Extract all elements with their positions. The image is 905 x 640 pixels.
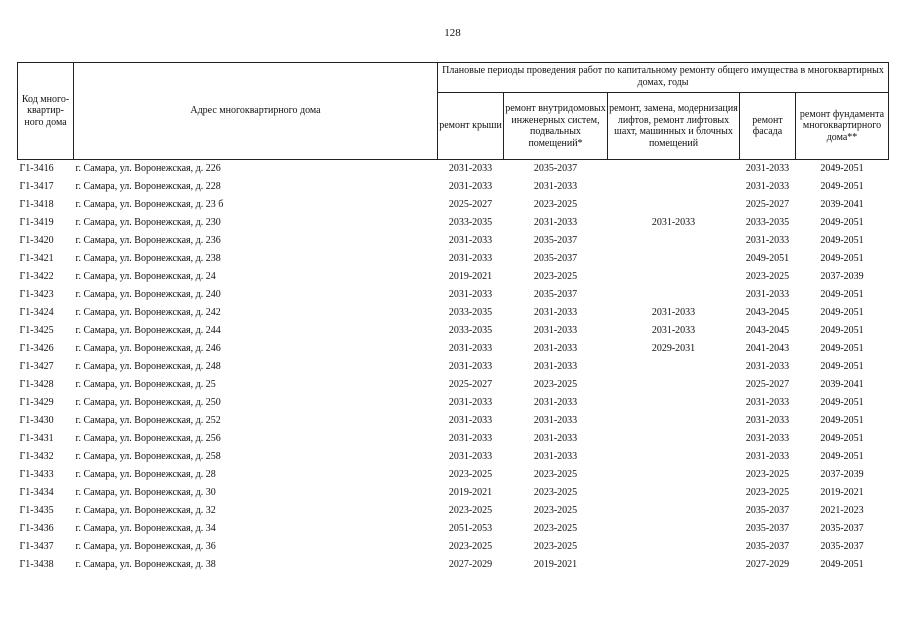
cell-roof: 2023-2025 — [448, 505, 493, 516]
cell-roof: 2033-2035 — [448, 307, 493, 318]
cell-foundation: 2049-2051 — [820, 451, 864, 462]
cell-facade: 2031-2033 — [745, 235, 790, 246]
cell-systems: 2023-2025 — [533, 487, 578, 498]
cell-elevators — [608, 502, 740, 520]
cell-address: г. Самара, ул. Воронежская, д. 25 — [75, 379, 216, 390]
cell-facade: 2023-2025 — [745, 271, 790, 282]
cell-address: г. Самара, ул. Воронежская, д. 38 — [75, 559, 216, 570]
cell-systems: 2035-2037 — [533, 253, 578, 264]
cell-address: г. Самара, ул. Воронежская, д. 32 — [75, 505, 216, 516]
cell-foundation: 2049-2051 — [820, 361, 864, 372]
cell-roof: 2031-2033 — [448, 181, 493, 192]
cell-elevators: 2031-2033 — [651, 325, 696, 336]
cell-systems: 2035-2037 — [533, 289, 578, 300]
cell-facade: 2043-2045 — [745, 325, 790, 336]
cell-systems: 2031-2033 — [533, 217, 578, 228]
cell-elevators — [608, 286, 740, 304]
cell-facade: 2025-2027 — [745, 199, 790, 210]
cell-systems: 2031-2033 — [533, 433, 578, 444]
cell-code: Г1-3427 — [19, 361, 54, 372]
cell-roof: 2027-2029 — [448, 559, 493, 570]
cell-code: Г1-3421 — [19, 253, 54, 264]
table-row — [18, 448, 889, 466]
cell-systems: 2031-2033 — [533, 451, 578, 462]
cell-systems: 2023-2025 — [533, 379, 578, 390]
cell-roof: 2031-2033 — [448, 235, 493, 246]
cell-elevators — [608, 178, 740, 196]
cell-systems: 2031-2033 — [533, 415, 578, 426]
header-systems: ремонт внутридомовых инженерных систем, подвальных помещений* — [504, 93, 608, 160]
table-row — [18, 340, 889, 358]
cell-foundation: 2049-2051 — [820, 289, 864, 300]
cell-foundation: 2035-2037 — [820, 541, 864, 552]
table-row — [18, 178, 889, 196]
cell-facade: 2031-2033 — [745, 415, 790, 426]
cell-roof: 2033-2035 — [448, 325, 493, 336]
cell-foundation: 2021-2023 — [820, 505, 864, 516]
cell-systems: 2031-2033 — [533, 325, 578, 336]
cell-systems: 2031-2033 — [533, 343, 578, 354]
cell-address: г. Самара, ул. Воронежская, д. 246 — [75, 343, 221, 354]
cell-facade: 2031-2033 — [745, 289, 790, 300]
cell-roof: 2031-2033 — [448, 289, 493, 300]
cell-roof: 2023-2025 — [448, 541, 493, 552]
cell-code: Г1-3424 — [19, 307, 54, 318]
table-row — [18, 538, 889, 556]
table-row — [18, 556, 889, 574]
cell-roof: 2019-2021 — [448, 487, 493, 498]
cell-code: Г1-3423 — [19, 289, 54, 300]
header-elevators: ремонт, замена, модернизация лифтов, ремонт лифтовых шахт, машинных и блочных помещений — [608, 93, 740, 160]
cell-foundation: 2039-2041 — [820, 379, 864, 390]
cell-code: Г1-3437 — [19, 541, 54, 552]
cell-facade: 2031-2033 — [745, 397, 790, 408]
cell-systems: 2019-2021 — [533, 559, 578, 570]
cell-facade: 2043-2045 — [745, 307, 790, 318]
cell-roof: 2031-2033 — [448, 163, 493, 174]
cell-foundation: 2035-2037 — [820, 523, 864, 534]
header-facade: ремонт фасада — [740, 93, 796, 160]
cell-elevators — [608, 232, 740, 250]
cell-code: Г1-3429 — [19, 397, 54, 408]
cell-address: г. Самара, ул. Воронежская, д. 23 б — [75, 199, 224, 210]
table-row — [18, 268, 889, 286]
table-row — [18, 160, 889, 179]
cell-systems: 2031-2033 — [533, 307, 578, 318]
cell-elevators — [608, 466, 740, 484]
cell-address: г. Самара, ул. Воронежская, д. 248 — [75, 361, 221, 372]
cell-code: Г1-3422 — [19, 271, 54, 282]
cell-code: Г1-3436 — [19, 523, 54, 534]
cell-facade: 2031-2033 — [745, 181, 790, 192]
cell-elevators — [608, 250, 740, 268]
cell-systems: 2023-2025 — [533, 271, 578, 282]
cell-address: г. Самара, ул. Воронежская, д. 256 — [75, 433, 221, 444]
cell-facade: 2031-2033 — [745, 163, 790, 174]
cell-code: Г1-3428 — [19, 379, 54, 390]
cell-systems: 2031-2033 — [533, 397, 578, 408]
cell-elevators — [608, 268, 740, 286]
capital-repair-table — [17, 62, 889, 574]
table-row — [18, 304, 889, 322]
cell-code: Г1-3433 — [19, 469, 54, 480]
cell-address: г. Самара, ул. Воронежская, д. 236 — [75, 235, 221, 246]
cell-code: Г1-3435 — [19, 505, 54, 516]
cell-code: Г1-3418 — [19, 199, 54, 210]
cell-elevators — [608, 520, 740, 538]
cell-foundation: 2049-2051 — [820, 235, 864, 246]
cell-foundation: 2037-2039 — [820, 271, 864, 282]
cell-elevators: 2031-2033 — [651, 307, 696, 318]
cell-roof: 2031-2033 — [448, 253, 493, 264]
cell-code: Г1-3438 — [19, 559, 54, 570]
cell-code: Г1-3420 — [19, 235, 54, 246]
cell-foundation: 2049-2051 — [820, 559, 864, 570]
cell-facade: 2035-2037 — [745, 505, 790, 516]
cell-address: г. Самара, ул. Воронежская, д. 228 — [75, 181, 221, 192]
cell-facade: 2035-2037 — [745, 523, 790, 534]
cell-systems: 2023-2025 — [533, 523, 578, 534]
cell-foundation: 2049-2051 — [820, 343, 864, 354]
cell-roof: 2023-2025 — [448, 469, 493, 480]
table-row — [18, 430, 889, 448]
cell-elevators — [608, 196, 740, 214]
cell-elevators: 2031-2033 — [651, 217, 696, 228]
cell-foundation: 2049-2051 — [820, 325, 864, 336]
cell-address: г. Самара, ул. Воронежская, д. 258 — [75, 451, 221, 462]
cell-elevators — [608, 412, 740, 430]
header-roof: ремонт крыши — [438, 93, 504, 160]
cell-facade: 2031-2033 — [745, 433, 790, 444]
cell-systems: 2031-2033 — [533, 361, 578, 372]
cell-address: г. Самара, ул. Воронежская, д. 30 — [75, 487, 216, 498]
cell-code: Г1-3434 — [19, 487, 54, 498]
cell-elevators — [608, 448, 740, 466]
table-row — [18, 322, 889, 340]
cell-roof: 2025-2027 — [448, 199, 493, 210]
cell-address: г. Самара, ул. Воронежская, д. 244 — [75, 325, 221, 336]
cell-code: Г1-3431 — [19, 433, 54, 444]
cell-elevators — [608, 556, 740, 574]
cell-foundation: 2037-2039 — [820, 469, 864, 480]
cell-facade: 2027-2029 — [745, 559, 790, 570]
cell-elevators — [608, 484, 740, 502]
cell-code: Г1-3432 — [19, 451, 54, 462]
cell-address: г. Самара, ул. Воронежская, д. 28 — [75, 469, 216, 480]
header-address: Адрес многоквартирного дома — [74, 63, 438, 160]
cell-foundation: 2039-2041 — [820, 199, 864, 210]
cell-systems: 2031-2033 — [533, 181, 578, 192]
cell-systems: 2023-2025 — [533, 469, 578, 480]
cell-roof: 2031-2033 — [448, 397, 493, 408]
cell-foundation: 2049-2051 — [820, 433, 864, 444]
cell-systems: 2023-2025 — [533, 541, 578, 552]
table-row — [18, 358, 889, 376]
cell-foundation: 2049-2051 — [820, 181, 864, 192]
cell-foundation: 2049-2051 — [820, 217, 864, 228]
cell-facade: 2023-2025 — [745, 487, 790, 498]
cell-foundation: 2049-2051 — [820, 397, 864, 408]
cell-systems: 2035-2037 — [533, 163, 578, 174]
table-body — [18, 160, 889, 575]
cell-elevators — [608, 430, 740, 448]
table-row — [18, 250, 889, 268]
cell-facade: 2031-2033 — [745, 451, 790, 462]
table-header — [18, 63, 889, 160]
cell-foundation: 2049-2051 — [820, 415, 864, 426]
cell-roof: 2019-2021 — [448, 271, 493, 282]
cell-roof: 2025-2027 — [448, 379, 493, 390]
cell-address: г. Самара, ул. Воронежская, д. 34 — [75, 523, 216, 534]
cell-address: г. Самара, ул. Воронежская, д. 36 — [75, 541, 216, 552]
cell-systems: 2023-2025 — [533, 505, 578, 516]
cell-address: г. Самара, ул. Воронежская, д. 226 — [75, 163, 221, 174]
cell-code: Г1-3426 — [19, 343, 54, 354]
cell-facade: 2035-2037 — [745, 541, 790, 552]
cell-facade: 2023-2025 — [745, 469, 790, 480]
table-row — [18, 196, 889, 214]
table-row — [18, 412, 889, 430]
cell-address: г. Самара, ул. Воронежская, д. 250 — [75, 397, 221, 408]
cell-code: Г1-3417 — [19, 181, 54, 192]
cell-address: г. Самара, ул. Воронежская, д. 240 — [75, 289, 221, 300]
cell-facade: 2049-2051 — [745, 253, 790, 264]
cell-foundation: 2019-2021 — [820, 487, 864, 498]
cell-elevators — [608, 160, 740, 179]
cell-systems: 2023-2025 — [533, 199, 578, 210]
table-row — [18, 376, 889, 394]
cell-roof: 2031-2033 — [448, 433, 493, 444]
cell-code: Г1-3430 — [19, 415, 54, 426]
cell-elevators — [608, 376, 740, 394]
cell-facade: 2025-2027 — [745, 379, 790, 390]
cell-address: г. Самара, ул. Воронежская, д. 24 — [75, 271, 216, 282]
table-row — [18, 394, 889, 412]
header-foundation: ремонт фундамента многоквартирного дома** — [796, 93, 889, 160]
header-code: Код много-квартир-ного дома — [18, 63, 74, 160]
cell-facade: 2041-2043 — [745, 343, 790, 354]
cell-address: г. Самара, ул. Воронежская, д. 230 — [75, 217, 221, 228]
table-row — [18, 484, 889, 502]
cell-code: Г1-3419 — [19, 217, 54, 228]
cell-systems: 2035-2037 — [533, 235, 578, 246]
table-row — [18, 502, 889, 520]
cell-foundation: 2049-2051 — [820, 307, 864, 318]
table-row — [18, 286, 889, 304]
cell-facade: 2033-2035 — [745, 217, 790, 228]
table-row — [18, 466, 889, 484]
cell-roof: 2033-2035 — [448, 217, 493, 228]
cell-foundation: 2049-2051 — [820, 253, 864, 264]
table-row — [18, 232, 889, 250]
cell-elevators — [608, 358, 740, 376]
cell-elevators — [608, 538, 740, 556]
cell-roof: 2031-2033 — [448, 361, 493, 372]
cell-code: Г1-3416 — [19, 163, 54, 174]
cell-address: г. Самара, ул. Воронежская, д. 252 — [75, 415, 221, 426]
cell-roof: 2051-2053 — [448, 523, 493, 534]
header-periods-group: Плановые периоды проведения работ по капитальному ремонту общего имущества в многоквартирных домах, годы — [438, 63, 889, 93]
cell-elevators: 2029-2031 — [651, 343, 696, 354]
cell-foundation: 2049-2051 — [820, 163, 864, 174]
cell-code: Г1-3425 — [19, 325, 54, 336]
cell-address: г. Самара, ул. Воронежская, д. 238 — [75, 253, 221, 264]
cell-elevators — [608, 394, 740, 412]
table-row — [18, 520, 889, 538]
cell-roof: 2031-2033 — [448, 451, 493, 462]
cell-roof: 2031-2033 — [448, 415, 493, 426]
cell-address: г. Самара, ул. Воронежская, д. 242 — [75, 307, 221, 318]
cell-roof: 2031-2033 — [448, 343, 493, 354]
cell-facade: 2031-2033 — [745, 361, 790, 372]
table-row — [18, 214, 889, 232]
page-number: 128 — [444, 27, 461, 39]
